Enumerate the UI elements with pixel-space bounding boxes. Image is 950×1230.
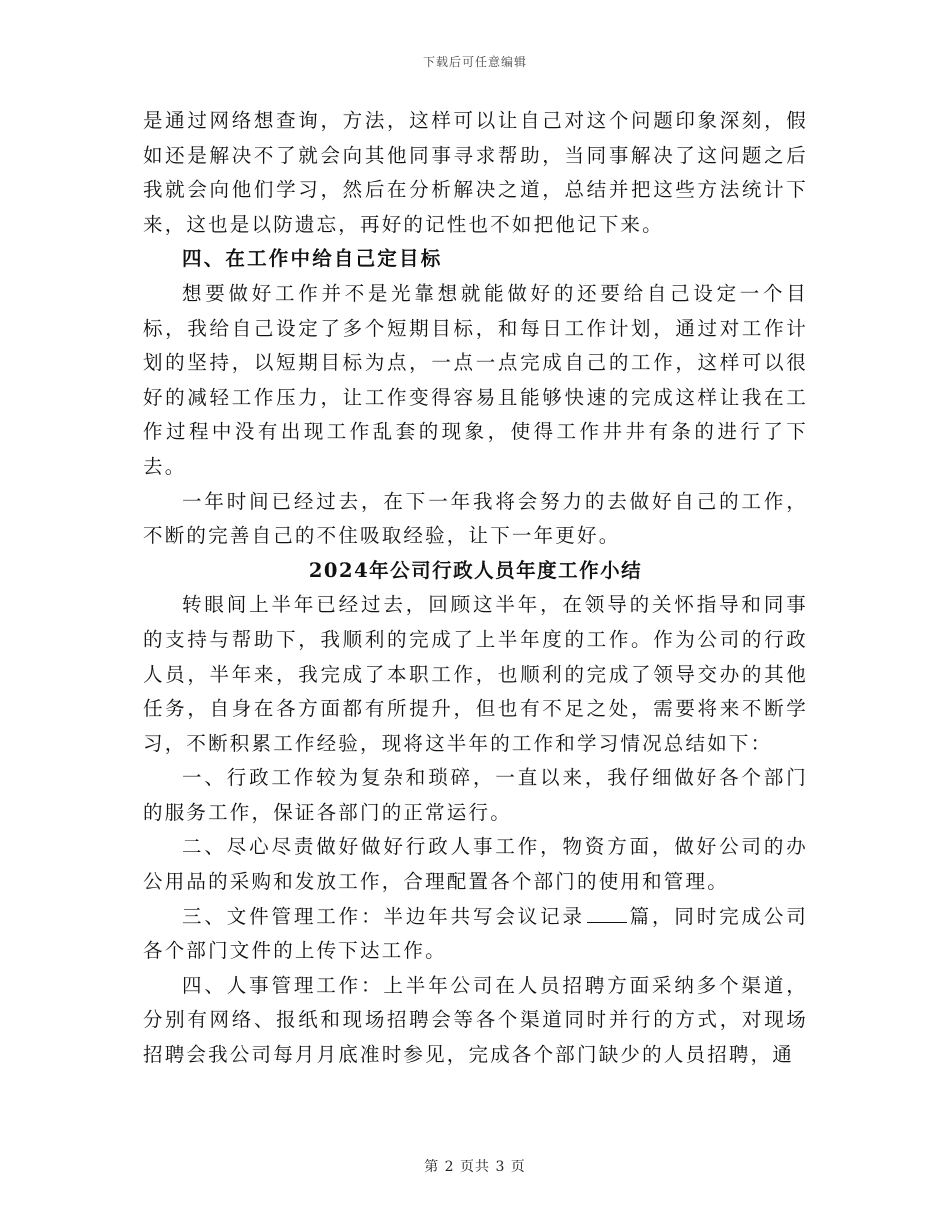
paragraph-item-2: 二、尽心尽责做好做好行政人事工作，物资方面，做好公司的办公用品的采购和发放工作，合理配置各个部门的使用和管理。 [143, 835, 808, 894]
fill-in-blank [587, 904, 627, 923]
paragraph-goals: 想要做好工作并不是光靠想就能做好的还要给自己设定一个目标，我给自己设定了多个短期目标，和每日工作计划，通过对工作计划的坚持，以短期目标为点，一点一点完成自己的工作，这样可以很好的减轻工作压力，让工作变得容易且能够快速的完成这样让我在工作过程中没有出现工作乱套的现象，使得工作井井有条的进行了下去。 [143, 281, 808, 478]
document-title: 2024年公司行政人员年度工作小结 [308, 558, 643, 582]
paragraph-closing: 一年时间已经过去，在下一年我将会努力的去做好自己的工作，不断的完善自己的不住吸取经验，让下一年更好。 [143, 489, 808, 548]
page-number: 第 2 页共 3 页 [424, 1159, 526, 1175]
section-heading-goals: 四、在工作中给自己定目标 [182, 247, 443, 271]
item-3-text-start: 三、文件管理工作：半边年共写会议记录 [182, 904, 585, 928]
paragraph-intro: 转眼间上半年已经过去，回顾这半年，在领导的关怀指导和同事的支持与帮助下，我顺利的完成了上半年度的工作。作为公司的行政人员，半年来，我完成了本职工作，也顺利的完成了领导交办的其他任务，自身在各方面都有所提升，但也有不足之处，需要将来不断学习，不断积累工作经验，现将这半年的工作和学习情况总结如下： [143, 593, 808, 755]
paragraph-continued: 是通过网络想查询，方法，这样可以让自己对这个问题印象深刻，假如还是解决不了就会向其他同事寻求帮助，当同事解决了这问题之后我就会向他们学习，然后在分析解决之道，总结并把这些方法统计下来，这也是以防遗忘，再好的记性也不如把他记下来。 [143, 109, 808, 236]
document-body [143, 104, 808, 1073]
paragraph-item-3 [143, 900, 808, 969]
paragraph-item-1: 一、行政工作较为复杂和琐碎，一直以来，我仔细做好各个部门的服务工作，保证各部门的正常运行。 [143, 766, 808, 824]
paragraph-item-4: 四、人事管理工作：上半年公司在人员招聘方面采纳多个渠道，分别有网络、报纸和现场招聘会等各个渠道同时并行的方式，对现场招聘会我公司每月月底准时参见，完成各个部门缺少的人员招聘，通 [143, 973, 808, 1067]
item-3-text-end: 篇，同时完成公司各个部门文件的上传下达工作。 [143, 904, 808, 963]
page-header-note: 下载后可任意编辑 [422, 55, 527, 69]
